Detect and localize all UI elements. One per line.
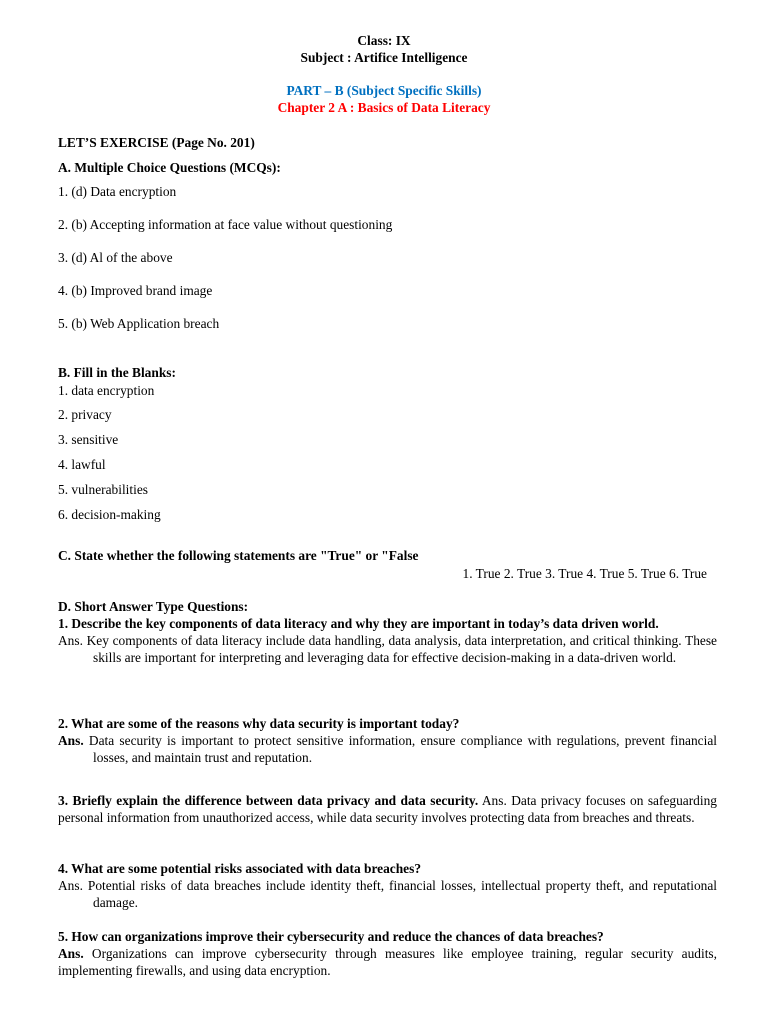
blank-item: 1. data encryption bbox=[58, 383, 155, 398]
question-2-block bbox=[58, 716, 717, 766]
question-5-block bbox=[58, 929, 717, 979]
question-3-block bbox=[58, 793, 717, 827]
section-a-heading: A. Multiple Choice Questions (MCQs): bbox=[58, 160, 281, 175]
answer-text: Organizations can improve cybersecurity through measures like employee training, regular security audits, implementing firewalls, and using data encryption. bbox=[58, 945, 717, 978]
class-line: Class: IX bbox=[357, 33, 411, 48]
answer-label: Ans. bbox=[58, 877, 83, 893]
exercise-title: LET’S EXERCISE (Page No. 201) bbox=[58, 135, 255, 150]
question-4: 4. What are some potential risks associated with data breaches? bbox=[58, 861, 422, 876]
mcq-item: 2. (b) Accepting information at face value without questioning bbox=[58, 217, 393, 232]
question-4-block bbox=[58, 861, 717, 911]
answer-1 bbox=[58, 633, 717, 667]
question-1-block bbox=[58, 616, 717, 666]
answer-3: Ans. Data privacy focuses on safeguarding personal information from unauthorized access, while data security involves protecting data from breaches and threats. bbox=[58, 793, 717, 825]
blank-item: 3. sensitive bbox=[58, 432, 119, 447]
answer-text: Key components of data literacy include data handling, data analysis, data interpretation, and critical thinking. These skills are important for interpreting and leveraging data for effective decision-making in a data-driven world. bbox=[82, 632, 717, 665]
answer-label: Ans. bbox=[58, 632, 83, 648]
section-d-heading: D. Short Answer Type Questions: bbox=[58, 599, 249, 614]
answer-label: Ans. bbox=[58, 732, 84, 748]
question-5: 5. How can organizations improve their cybersecurity and reduce the chances of data breaches? bbox=[58, 929, 604, 944]
section-c-heading: C. State whether the following statements are "True" or "False bbox=[58, 548, 419, 563]
question-2: 2. What are some of the reasons why data security is important today? bbox=[58, 716, 460, 731]
blank-item: 4. lawful bbox=[58, 457, 106, 472]
answer-5 bbox=[58, 946, 717, 980]
question-1: 1. Describe the key components of data literacy and why they are important in today’s data driven world. bbox=[58, 616, 659, 631]
mcq-item: 5. (b) Web Application breach bbox=[58, 316, 220, 331]
chapter-line: Chapter 2 A : Basics of Data Literacy bbox=[277, 100, 491, 115]
answer-4 bbox=[58, 878, 717, 912]
answer-text: Data security is important to protect sensitive information, ensure compliance with regulations, prevent financial losses, and maintain trust and reputation. bbox=[83, 732, 717, 765]
section-b-heading: B. Fill in the Blanks: bbox=[58, 365, 176, 380]
true-false-answers: 1. True 2. True 3. True 4. True 5. True 6. True bbox=[462, 566, 707, 581]
subject-line: Subject : Artifice Intelligence bbox=[300, 50, 468, 65]
answer-label: Ans. bbox=[58, 945, 84, 961]
answer-2 bbox=[58, 733, 717, 767]
mcq-item: 4. (b) Improved brand image bbox=[58, 283, 213, 298]
question-3: 3. Briefly explain the difference between data privacy and data security. bbox=[58, 793, 479, 808]
mcq-item: 3. (d) Al of the above bbox=[58, 250, 173, 265]
answer-text: Potential risks of data breaches include identity theft, financial losses, intellectual property theft, and reputational damage. bbox=[82, 877, 717, 910]
blank-item: 2. privacy bbox=[58, 407, 112, 422]
blank-item: 6. decision-making bbox=[58, 507, 161, 522]
blank-item: 5. vulnerabilities bbox=[58, 482, 148, 497]
mcq-item: 1. (d) Data encryption bbox=[58, 184, 177, 199]
part-line: PART – B (Subject Specific Skills) bbox=[286, 83, 482, 98]
